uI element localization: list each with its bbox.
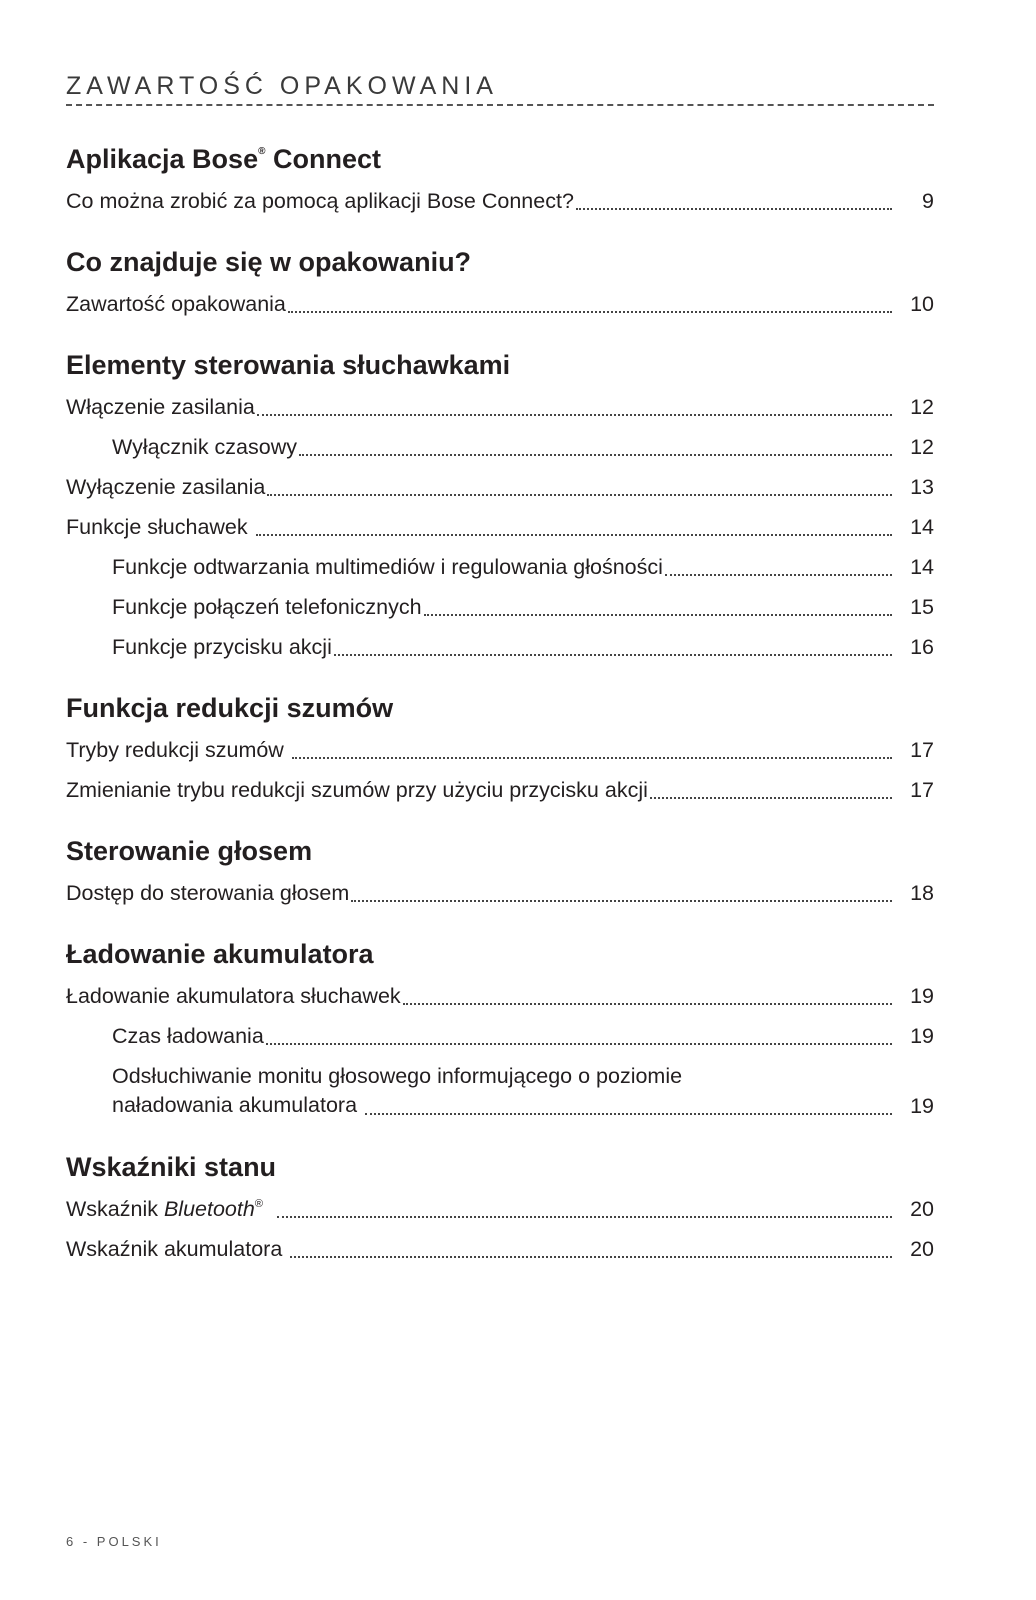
section-title[interactable]: Wskaźniki stanu xyxy=(66,1152,277,1182)
entry-label xyxy=(66,1190,263,1223)
entry-label: Włączenie zasilania xyxy=(66,395,255,419)
toc-section xyxy=(66,345,934,667)
section-title[interactable]: Funkcja redukcji szumów xyxy=(66,693,394,723)
dot-leader xyxy=(365,1113,892,1115)
header-divider xyxy=(66,104,934,106)
dot-leader xyxy=(650,797,892,799)
section-title[interactable]: Ładowanie akumulatora xyxy=(66,939,374,969)
dot-leader xyxy=(334,654,892,656)
toc-entry[interactable] xyxy=(66,770,934,810)
entry-label: Wyłączenie zasilania xyxy=(66,475,266,499)
dot-leader xyxy=(290,1256,892,1258)
entry-label: Zawartość opakowania xyxy=(66,292,286,316)
entry-label-italic: Bluetooth xyxy=(163,1197,255,1221)
entry-label-text: Wskaźnik xyxy=(66,1197,164,1221)
entry-page-number: 19 xyxy=(910,1094,934,1118)
section-title[interactable]: Elementy sterowania słuchawkami xyxy=(66,350,511,380)
section-title[interactable]: Co znajduje się w opakowaniu? xyxy=(66,247,472,277)
toc-section xyxy=(66,688,934,810)
dot-leader xyxy=(266,1043,892,1045)
toc-entry[interactable] xyxy=(66,730,934,770)
dot-leader xyxy=(256,534,892,536)
toc-subentry[interactable] xyxy=(66,1016,934,1056)
entry-label-line-2: naładowania akumulatora xyxy=(112,1093,363,1117)
entry-page-number: 20 xyxy=(910,1237,934,1261)
entry-label: Funkcje słuchawek xyxy=(66,515,254,539)
entry-label: Co można zrobić za pomocą aplikacji Bose Connect? xyxy=(66,189,574,213)
entry-page-number: 17 xyxy=(910,778,934,802)
entry-label: Funkcje połączeń telefonicznych xyxy=(112,595,422,619)
entry-label: Wskaźnik akumulatora xyxy=(66,1237,289,1261)
toc-section xyxy=(66,1147,934,1269)
registered-mark: ® xyxy=(254,1198,263,1210)
table-of-contents xyxy=(66,132,934,1290)
section-title-text: Aplikacja Bose xyxy=(66,144,259,174)
entry-page-number: 19 xyxy=(910,1024,934,1048)
toc-entry[interactable] xyxy=(66,1189,934,1229)
toc-section xyxy=(66,242,934,324)
dot-leader xyxy=(267,494,892,496)
toc-entry[interactable] xyxy=(66,181,934,221)
entry-page-number: 12 xyxy=(910,395,934,419)
toc-section xyxy=(66,934,934,1126)
toc-entry[interactable] xyxy=(66,467,934,507)
entry-page-number: 16 xyxy=(910,635,934,659)
section-title[interactable]: Sterowanie głosem xyxy=(66,836,313,866)
entry-page-number: 9 xyxy=(922,189,934,213)
multiline-entry xyxy=(112,1062,896,1120)
toc-subentry[interactable] xyxy=(66,627,934,667)
entry-line-2 xyxy=(112,1091,896,1120)
toc-entry[interactable] xyxy=(66,976,934,1016)
dot-leader xyxy=(292,757,892,759)
dot-leader xyxy=(403,1003,892,1005)
toc-subentry[interactable] xyxy=(66,427,934,467)
dot-leader xyxy=(576,208,892,210)
entry-label: Wyłącznik czasowy xyxy=(112,435,297,459)
registered-mark: ® xyxy=(258,146,266,157)
entry-page-number: 14 xyxy=(910,555,934,579)
toc-entry[interactable] xyxy=(66,284,934,324)
toc-entry[interactable] xyxy=(66,507,934,547)
page-header-title: ZAWARTOŚĆ OPAKOWANIA xyxy=(66,72,498,100)
entry-label: Dostęp do sterowania głosem xyxy=(66,881,350,905)
entry-label: Ładowanie akumulatora słuchawek xyxy=(66,984,401,1008)
dot-leader xyxy=(257,414,892,416)
dot-leader xyxy=(277,1216,892,1218)
dot-leader xyxy=(299,454,892,456)
entry-label: Tryby redukcji szumów xyxy=(66,738,290,762)
entry-page-number: 15 xyxy=(910,595,934,619)
entry-label: Funkcje przycisku akcji xyxy=(112,635,332,659)
section-title-text: Connect xyxy=(265,144,381,174)
entry-page-number: 10 xyxy=(910,292,934,316)
toc-subentry[interactable] xyxy=(66,547,934,587)
entry-page-number: 18 xyxy=(910,881,934,905)
entry-page-number: 17 xyxy=(910,738,934,762)
dot-leader xyxy=(424,614,892,616)
entry-label-line-1: Odsłuchiwanie monitu głosowego informującego o poziomie xyxy=(112,1064,683,1088)
toc-section xyxy=(66,831,934,913)
toc-entry[interactable] xyxy=(66,387,934,427)
toc-subentry[interactable] xyxy=(66,1056,934,1126)
section-title[interactable] xyxy=(66,132,934,179)
entry-page-number: 12 xyxy=(910,435,934,459)
dot-leader xyxy=(665,574,892,576)
toc-subentry[interactable] xyxy=(66,587,934,627)
dot-leader xyxy=(288,311,892,313)
entry-label: Zmienianie trybu redukcji szumów przy użyciu przycisku akcji xyxy=(66,778,648,802)
entry-page-number: 20 xyxy=(910,1197,934,1221)
entry-page-number: 14 xyxy=(910,515,934,539)
toc-section xyxy=(66,132,934,221)
entry-label: Czas ładowania xyxy=(112,1024,264,1048)
dot-leader xyxy=(351,900,892,902)
toc-entry[interactable] xyxy=(66,873,934,913)
page-footer: 6 - POLSKI xyxy=(66,1534,162,1549)
toc-entry[interactable] xyxy=(66,1229,934,1269)
entry-label: Funkcje odtwarzania multimediów i regulowania głośności xyxy=(112,555,663,579)
entry-page-number: 19 xyxy=(910,984,934,1008)
entry-page-number: 13 xyxy=(910,475,934,499)
